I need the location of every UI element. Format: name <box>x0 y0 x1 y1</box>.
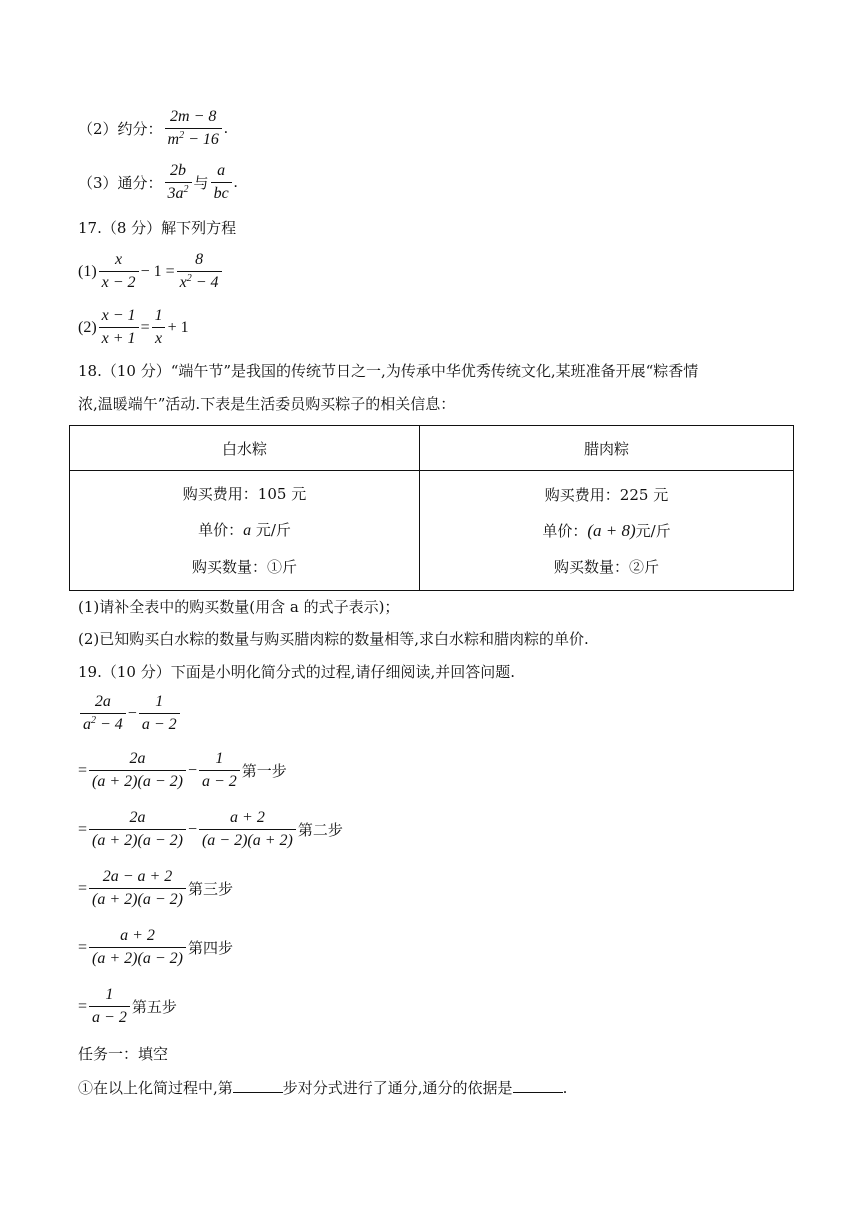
baishui-cost: 购买费用：105 元 <box>182 485 307 503</box>
q19-line-5 <box>78 986 177 1027</box>
fraction-denominator: x − 2 <box>99 271 139 292</box>
fraction-denominator: bc <box>211 182 232 203</box>
fraction-denominator: a − 2 <box>89 1006 130 1027</box>
cell-larou-info <box>420 471 794 591</box>
fraction-numerator: 2a <box>129 809 146 826</box>
q19-l1-fraction-1 <box>89 750 186 791</box>
fraction-numerator: 1 <box>154 307 163 324</box>
q18-intro-line-1: 18.（10 分）“端午节”是我国的传统节日之一,为传承中华优秀传统文化,某班准备开展“粽香情 <box>78 362 699 380</box>
q17-equation-1 <box>78 251 224 292</box>
fraction-numerator: a + 2 <box>120 927 155 944</box>
larou-price: 单价：(a + 8)元/斤 <box>542 520 671 540</box>
fraction-denominator: (a − 2)(a + 2) <box>199 829 296 850</box>
q19-line-1 <box>78 750 287 791</box>
fill-text: ①在以上化简过程中,第 <box>78 1079 233 1097</box>
q19-l5-fraction <box>89 986 130 1027</box>
q19-line-3 <box>78 868 233 909</box>
baishui-quantity: 购买数量：①斤 <box>191 558 297 576</box>
fraction-numerator: 1 <box>155 693 164 710</box>
step-label: 第五步 <box>131 998 177 1016</box>
q17-e2-fraction-1 <box>99 307 139 348</box>
zongzi-table <box>69 425 794 591</box>
fraction-denominator: $m^2 - 16$ <box>165 128 222 149</box>
q19-l3-fraction <box>89 868 186 909</box>
fraction-numerator: 8 <box>195 251 204 268</box>
fraction-numerator: a + 2 <box>230 809 265 826</box>
operator: + 1 <box>167 318 189 336</box>
q17-e1-fraction-1 <box>99 251 139 292</box>
table-row <box>70 471 794 591</box>
fraction-numerator: x <box>115 251 123 268</box>
operator: = <box>140 318 150 336</box>
q17-e2-fraction-2 <box>152 307 166 348</box>
q16-p3-fraction-2 <box>211 162 232 203</box>
period: . <box>223 119 228 137</box>
q17-title: 17.（8 分）解下列方程 <box>78 219 237 237</box>
operator: − 1 = <box>140 262 175 280</box>
equals: = <box>78 761 88 779</box>
q18-sub-2: (2)已知购买白水粽的数量与购买腊肉粽的数量相等,求白水粽和腊肉粽的单价. <box>78 630 589 648</box>
q19-l4-fraction <box>89 927 186 968</box>
operator: − <box>127 704 137 722</box>
equals: = <box>78 820 88 838</box>
q16-p2-fraction <box>165 108 222 149</box>
step-label: 第四步 <box>187 939 233 957</box>
step-label: 第二步 <box>297 821 343 839</box>
q16-p3-fraction-1 <box>165 162 192 203</box>
fraction-denominator: x + 1 <box>99 327 139 348</box>
q19-l2-fraction-1 <box>89 809 186 850</box>
q16-p3-label: （3）通分： <box>78 174 163 192</box>
q18-intro-line-2: 浓,温暖端午”活动.下表是生活委员购买粽子的相关信息： <box>78 395 456 413</box>
answer-blank-2[interactable] <box>513 1078 563 1093</box>
fraction-numerator: 2m − 8 <box>170 108 217 125</box>
q19-fill-blank <box>78 1077 567 1098</box>
fraction-numerator: 1 <box>105 986 114 1003</box>
fraction-denominator: $a^2 - 4$ <box>80 713 126 734</box>
equals: = <box>78 879 88 897</box>
cell-baishui-info <box>70 471 420 591</box>
step-label: 第一步 <box>241 762 287 780</box>
operator: − <box>187 761 197 779</box>
q19-line-2 <box>78 809 343 850</box>
fraction-denominator: (a + 2)(a − 2) <box>89 888 186 909</box>
q18-sub-1: (1)请补全表中的购买数量(用含 a 的式子表示)； <box>78 598 400 616</box>
equals: = <box>78 938 88 956</box>
fraction-numerator: x − 1 <box>101 307 136 324</box>
fraction-denominator: (a + 2)(a − 2) <box>89 770 186 791</box>
q16-p2-label: （2）约分： <box>78 120 163 138</box>
fraction-numerator: 2a <box>129 750 146 767</box>
q16-part3 <box>78 162 238 203</box>
q19-task-1: 任务一：填空 <box>78 1045 169 1063</box>
q19-l0-fraction-1 <box>80 693 126 734</box>
fraction-numerator: 1 <box>215 750 224 767</box>
fraction-numerator: 2a <box>94 693 111 710</box>
equation-label: (1) <box>78 262 97 280</box>
fraction-denominator: (a + 2)(a − 2) <box>89 829 186 850</box>
q16-part2 <box>78 108 228 149</box>
header-baishui: 白水粽 <box>70 426 420 471</box>
fraction-denominator: a − 2 <box>199 770 240 791</box>
header-larou: 腊肉粽 <box>420 426 794 471</box>
table-header-row <box>70 426 794 471</box>
fraction-numerator: 2a − a + 2 <box>102 868 173 885</box>
q19-l2-fraction-2 <box>199 809 296 850</box>
q16-p3-and: 与 <box>193 174 209 192</box>
fraction-denominator: $3a^2$ <box>165 182 192 203</box>
q19-l0-fraction-2 <box>139 693 180 734</box>
equals: = <box>78 997 88 1015</box>
fraction-denominator: x <box>152 327 165 348</box>
q19-line-4 <box>78 927 233 968</box>
baishui-price: 单价：a 元/斤 <box>198 521 291 539</box>
operator: − <box>187 820 197 838</box>
period: . <box>233 173 238 191</box>
fill-text: 步对分式进行了通分,通分的依据是 <box>282 1079 513 1097</box>
q17-equation-2 <box>78 307 189 348</box>
q17-e1-fraction-2 <box>177 251 222 292</box>
fraction-numerator: a <box>217 162 226 179</box>
fraction-denominator: a − 2 <box>139 713 180 734</box>
fill-text: . <box>562 1079 568 1097</box>
larou-cost: 购买费用：225 元 <box>544 485 669 504</box>
fraction-denominator: $x^2 - 4$ <box>177 271 222 292</box>
fraction-denominator: (a + 2)(a − 2) <box>89 947 186 968</box>
larou-quantity: 购买数量：②斤 <box>553 557 659 576</box>
step-label: 第三步 <box>187 880 233 898</box>
fraction-numerator: 2b <box>170 162 187 179</box>
q19-title: 19.（10 分）下面是小明化简分式的过程,请仔细阅读,并回答问题. <box>78 663 516 681</box>
q19-l1-fraction-2 <box>199 750 240 791</box>
equation-label: (2) <box>78 318 97 336</box>
q19-line-0 <box>78 693 182 734</box>
answer-blank-1[interactable] <box>233 1078 283 1093</box>
